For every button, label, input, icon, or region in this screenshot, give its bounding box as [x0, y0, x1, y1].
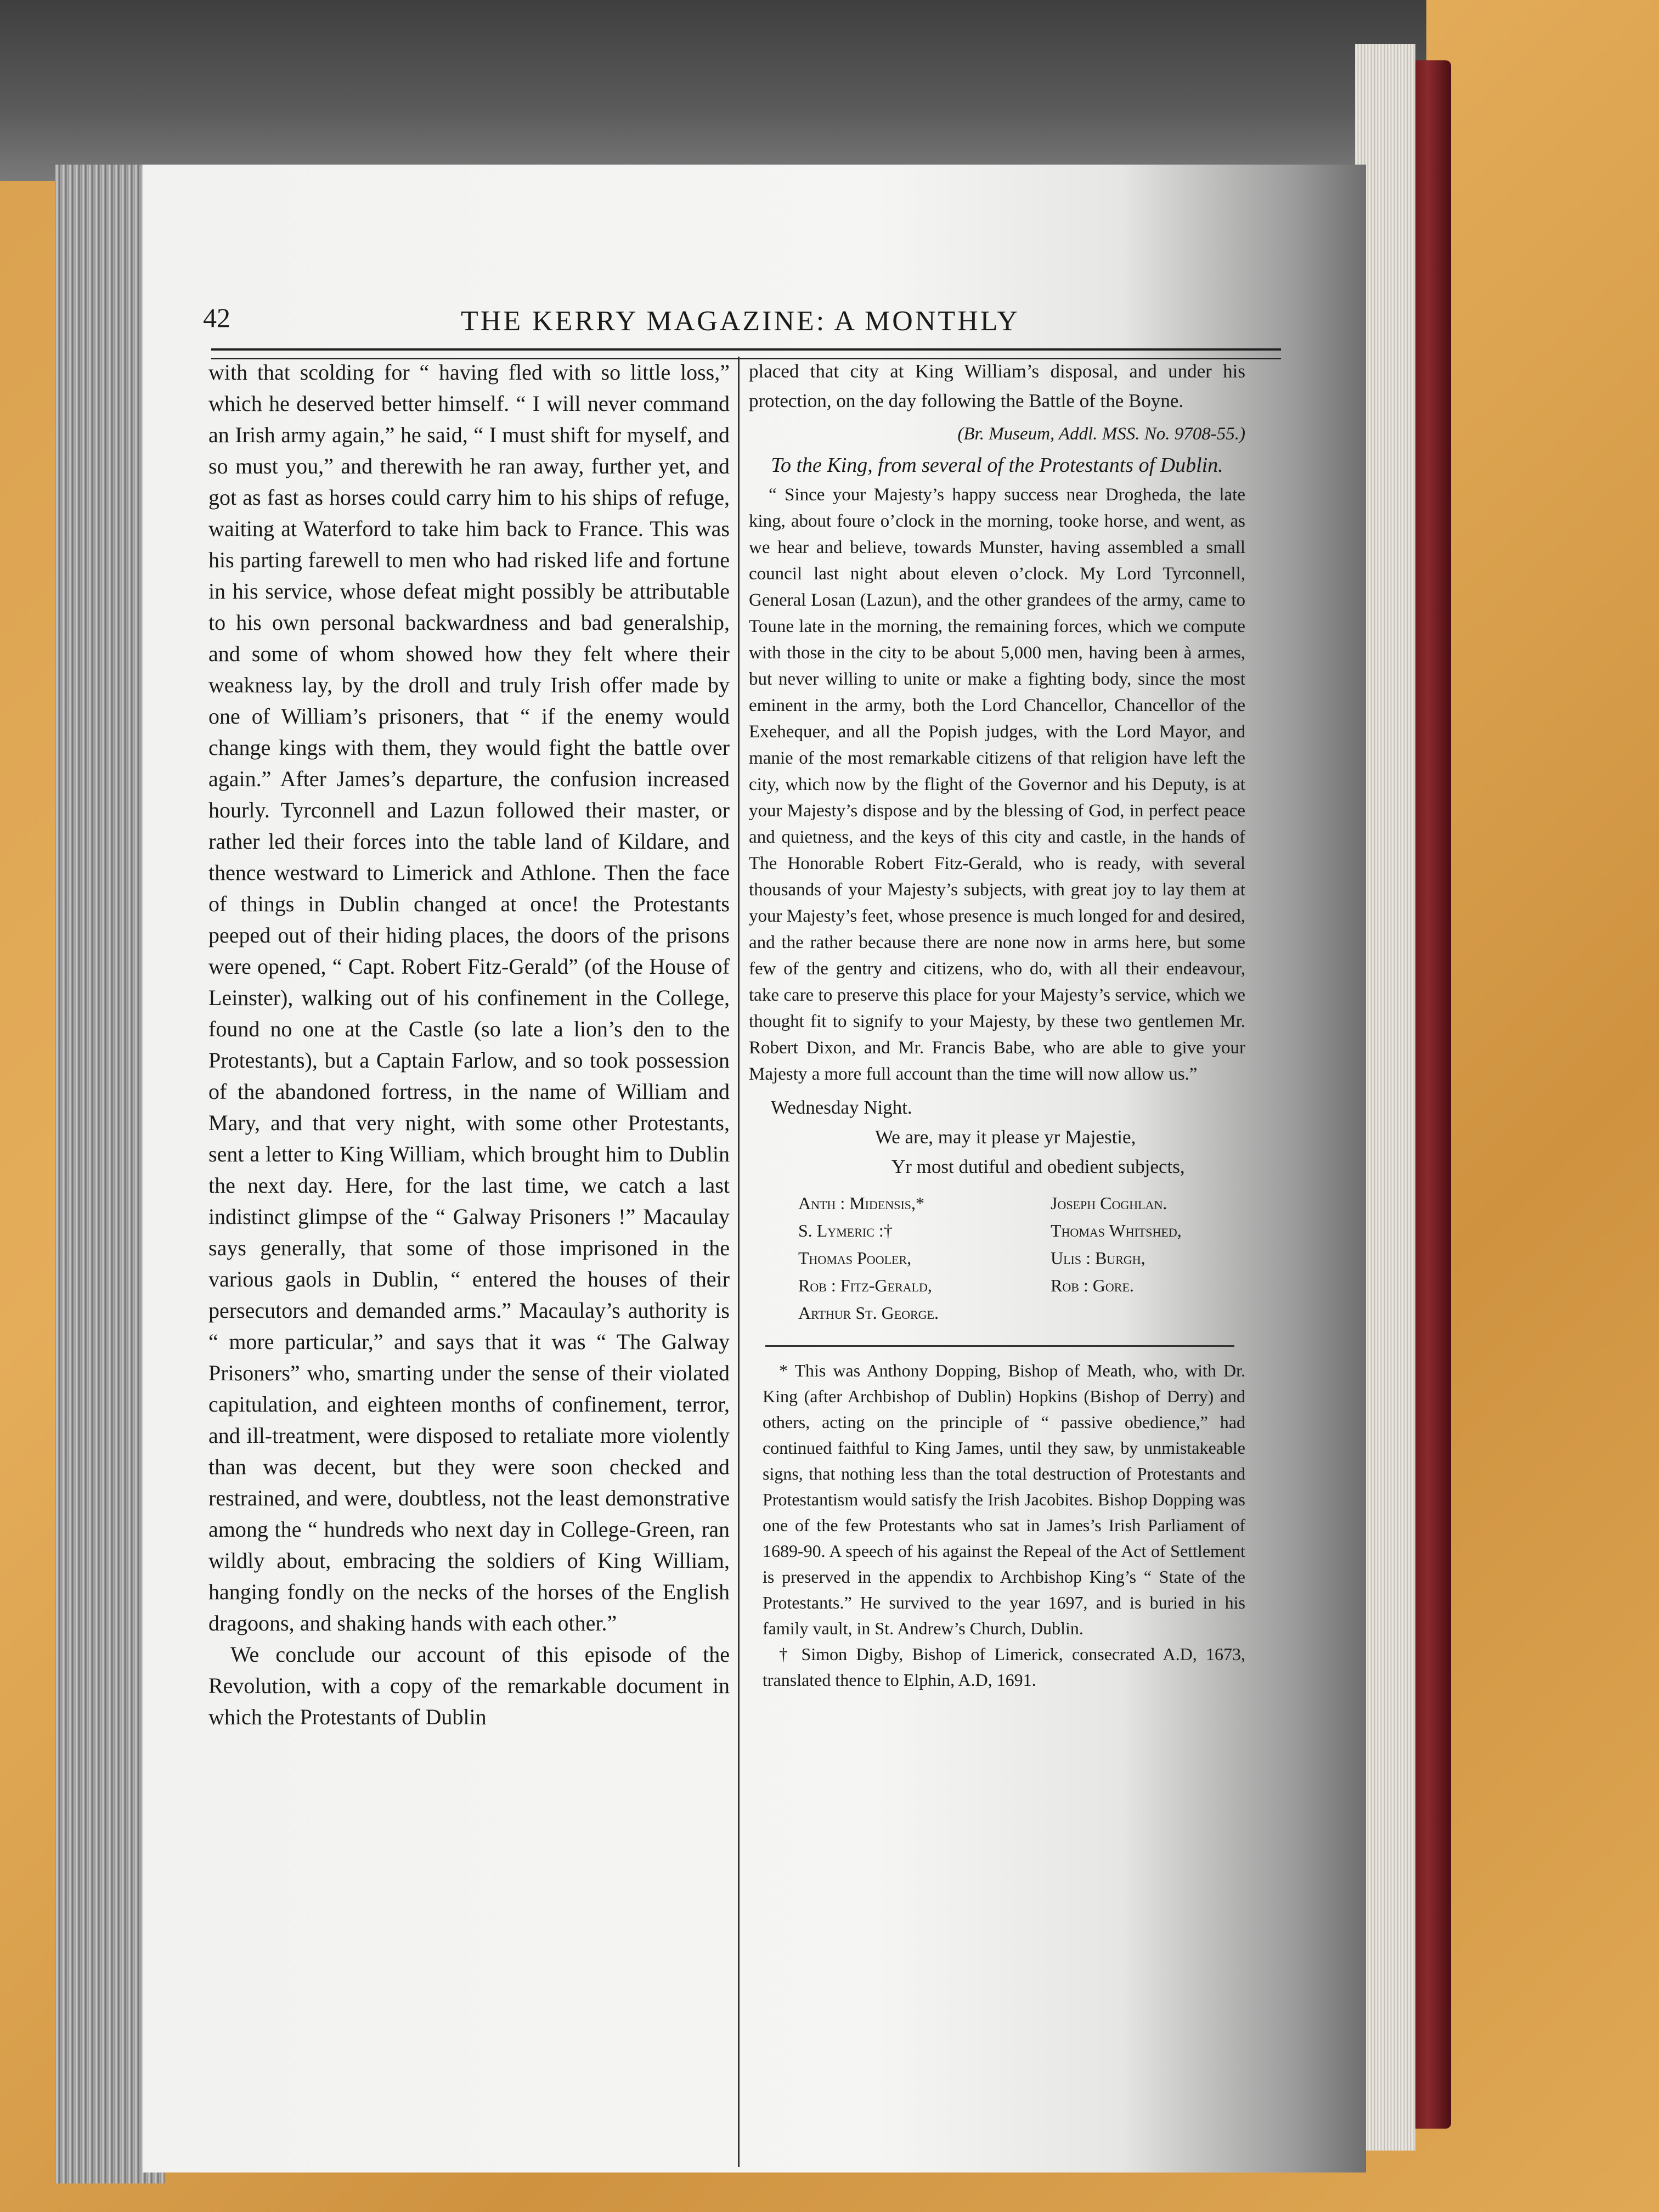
paragraph: with that scolding for “ having fled with so little loss,” which he deserved better himself. “ I will never command an Irish army again,” he said, “ I must shift for myself, and so must you,” and therewith he ran away, further yet, and got as fast as horses could carry him to his ships of refuge, waiting at Waterford to take him back to France. This was his parting farewell to men who had risked life and fortune in his service, whose defeat might possibly be attributable to his own personal backwardness and bad generalship, and some of whom showed how they felt where their weakness lay, by the droll and truly Irish offer made by one of William’s prisoners, that “ if the enemy would change kings with them, they would fight the battle over again.” After James’s departure, the confusion increased hourly. Tyrconnell and Lazun followed their master, or rather led their forces into the table land of Kildare, and thence westward to Limerick and Athlone. Then the face of things in Dublin changed at once! the Protestants peeped out of their hiding places, the doors of the prisons were opened, “ Capt. Robert Fitz-Gerald” (of the House of Leinster), walking out of his confinement in the College, found no one at the Castle (so late a lion’s den to the Protestants), but a Captain Farlow, and so took possession of the abandoned fortress, in the name of William and Mary, and that very night, with some other Protestants, sent a letter to King William, which brought him to Dublin the next day. Here, for the last time, we catch a last indistinct glimpse of the “ Galway Prisoners !” Macaulay says generally, that some of those imprisoned in the various gaols in Dublin, “ entered the houses of their persecutors and demanded arms.” Macaulay’s authority is “ more particular,” and says that it was “ The Galway Prisoners” who, smarting under the sense of their violated capitulation, and eighteen months of confinement, terror, and ill-treatment, were disposed to retaliate more violently than was decent, but they were soon checked and restrained, and were, doubtless, not the least demonstrative among the “ hundreds who next day in College-Green, ran wildly about, embracing the soldiers of King William, hanging fondly on the necks of the horses of the English dragoons, and shaking hands with each other.” [208, 360, 730, 1635]
signature: Ulis : Burgh, [1051, 1248, 1146, 1268]
book-page [143, 165, 1366, 2172]
left-column [208, 357, 730, 2167]
closing-line: Yr most dutiful and obedient subjects, [891, 1156, 1185, 1177]
signature: Thomas Whitshed, [1051, 1221, 1182, 1240]
signatures [798, 1189, 1245, 1327]
page-number: 42 [203, 302, 230, 333]
signature: S. Lymeric :† [798, 1221, 893, 1240]
page-title: THE KERRY MAGAZINE: A MONTHLY [461, 306, 1020, 337]
intro-text: placed that city at King William’s disposal, and under his protection, on the day following the Battle of the Boyne. [749, 360, 1245, 411]
right-column [749, 357, 1245, 2167]
footnote-rule [765, 1345, 1234, 1347]
signature: Rob : Gore. [1051, 1276, 1134, 1295]
closing-line: We are, may it please yr Majestie, [875, 1126, 1136, 1148]
footnote: * This was Anthony Dopping, Bishop of Meath, who, with Dr. King (after Archbishop of Dublin) Hopkins (Bishop of Derry) and others, acting on the principle of “ passive obedience,” had continued faithful to King James, until they saw, by unmistakeable signs, that nothing less than the total destruction of Protestants and Protestantism would satisfy the Irish Jacobites. Bishop Dopping was one of the few Protestants who sat in James’s Irish Parliament of 1689-90. A speech of his against the Repeal of the Act of Settlement is preserved in the appendix to Archbishop King’s “ State of the Protestants.” He survived to the year 1697, and is buried in his family vault, in St. Andrew’s Church, Dublin. [763, 1361, 1245, 1638]
scan-shadow [0, 0, 1426, 181]
letter-body: “ Since your Majesty’s happy success near Drogheda, the late king, about foure o’clock in the morning, tooke horse, and went, as we hear and believe, towards Munster, having assembled a small council last night about eleven o’clock. My Lord Tyrconnell, General Losan (Lazun), and the other grandees of the army, came to Toune late in the morning, the remaining forces, which we compute with those in the city to be about 5,000 men, having been à armes, but never willing to unite or make a fighting body, since the most eminent in the army, both the Lord Chancellor, Chancellor of the Exehequer, and all the Popish judges, with the Lord Mayor, and manie of the most remarkable citizens of that religion have left the city, which now by the flight of the Governor and his Deputy, is at your Majesty’s dispose and by the blessing of God, in perfect peace and quietness, and the keys of this city and castle, in the hands of The Honorable Robert Fitz-Gerald, who is ready, with several thousands of your Majesty’s subjects, with great joy to lay them at your Majesty’s feet, whose presence is much longed for and desired, and the rather because there are none now in arms here, but some few of the gentry and citizens, who do, with all their endeavour, take care to preserve this place for your Majesty’s service, which we thought fit to signify to your Majesty, by these two gentlemen Mr. Robert Dixon, and Mr. Francis Babe, who are able to give your Majesty a more full account than the time will now allow us.” [749, 485, 1245, 1084]
footnote: † Simon Digby, Bishop of Limerick, consecrated A.D, 1673, translated thence to Elphin, A.D, 1691. [763, 1644, 1245, 1690]
signature: Rob : Fitz-Gerald, [798, 1276, 932, 1295]
signature: Joseph Coghlan. [1051, 1193, 1167, 1213]
source-citation: (Br. Museum, Addl. MSS. No. 9708-55.) [957, 424, 1245, 444]
paragraph: We conclude our account of this episode of the Revolution, with a copy of the remarkable document in which the Protestants of Dublin [208, 1642, 730, 1729]
signature: Anth : Midensis,* [798, 1193, 925, 1213]
column-divider [738, 357, 740, 2167]
letter-title: To the King, from several of the Protestants of Dublin. [771, 454, 1223, 477]
signature: Thomas Pooler, [798, 1248, 912, 1268]
dateline: Wednesday Night. [771, 1097, 912, 1118]
running-head [203, 302, 1344, 351]
signature: Arthur St. George. [798, 1303, 939, 1323]
